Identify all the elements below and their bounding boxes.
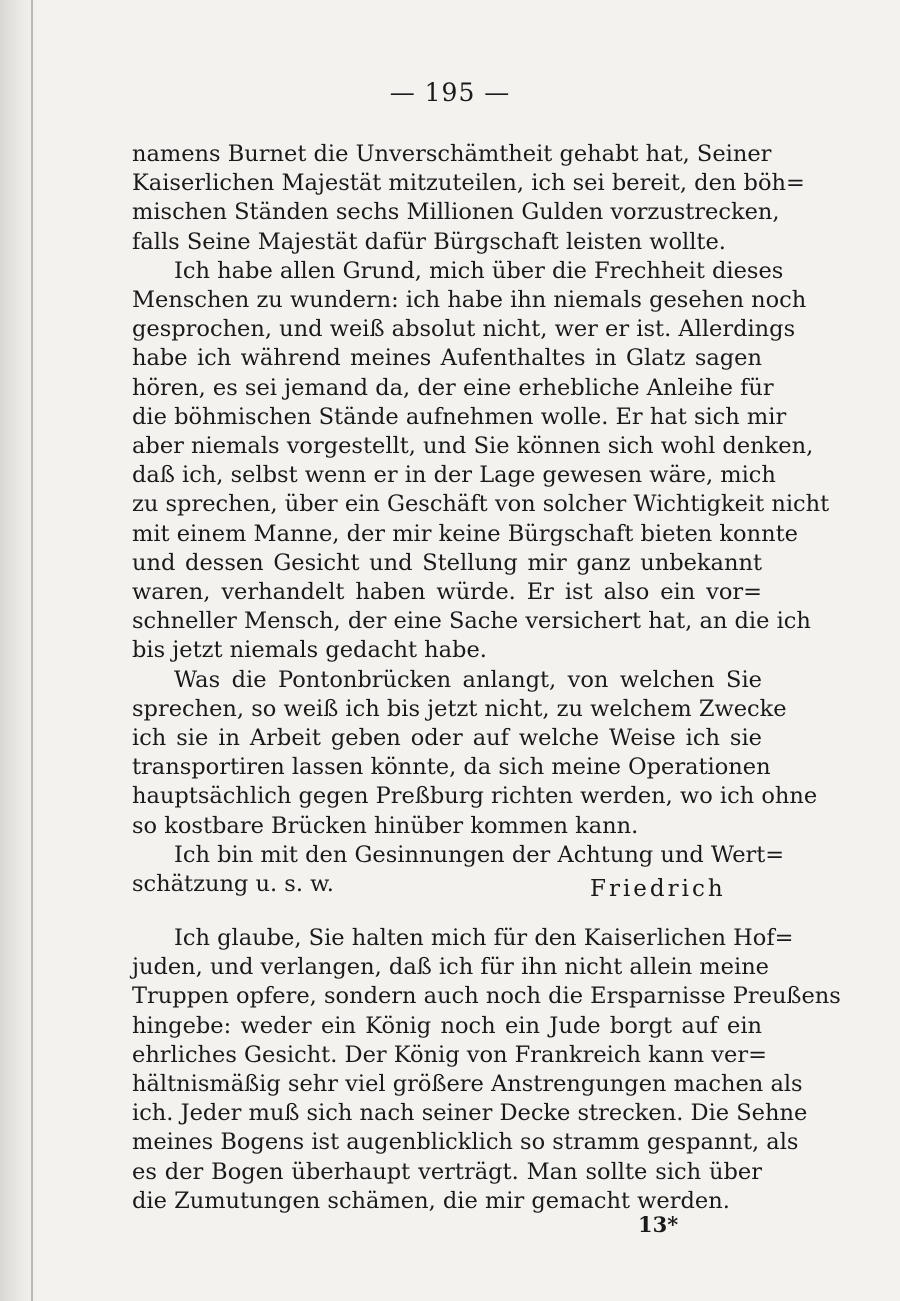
text-line: und dessen Gesicht und Stellung mir ganz unbekannt: [132, 549, 762, 576]
text-line: habe ich während meines Aufenthaltes in Glatz sagen: [132, 345, 762, 372]
sheet-signature: 13*: [638, 1212, 679, 1237]
text-line: Kaiserlichen Majestät mitzuteilen, ich sei bereit, den böh=: [132, 170, 805, 197]
text-line: meines Bogens ist augenblicklich so stramm gespannt, als: [132, 1129, 799, 1156]
text-line: die böhmischen Stände aufnehmen wolle. Er hat sich mir: [132, 403, 787, 430]
letter-two-text: [132, 924, 841, 1216]
text-line: hingebe: weder ein König noch ein Jude borgt auf ein: [132, 1012, 762, 1039]
text-line: ehrliches Gesicht. Der König von Frankreich kann ver=: [132, 1041, 767, 1068]
text-line: mit einem Manne, der mir keine Bürgschaft bieten konnte: [132, 520, 798, 547]
text-line: juden, und verlangen, daß ich für ihn nicht allein meine: [132, 954, 769, 981]
scan-fold-line: [31, 0, 33, 1301]
text-line: zu sprechen, über ein Geschäft von solcher Wichtigkeit nicht: [132, 491, 830, 518]
text-line: es der Bogen überhaupt verträgt. Man sollte sich über: [132, 1158, 762, 1185]
signature: Friedrich: [590, 876, 726, 902]
text-line: hältnismäßig sehr viel größere Anstrengungen machen als: [132, 1071, 803, 1098]
text-line: falls Seine Majestät dafür Bürgschaft leisten wollte.: [132, 228, 726, 255]
text-line: hören, es sei jemand da, der eine erhebliche Anleihe für: [132, 374, 774, 401]
text-line: so kostbare Brücken hinüber kommen kann.: [132, 812, 639, 839]
text-line: aber niemals vorgestellt, und Sie können sich wohl denken,: [132, 433, 814, 460]
text-line: Was die Pontonbrücken anlangt, von welchen Sie: [174, 666, 762, 693]
text-line: Ich habe allen Grund, mich über die Frechheit dieses: [174, 257, 784, 284]
letter-one-text: [132, 140, 830, 899]
text-line: Truppen opfere, sondern auch noch die Ersparnisse Preußens: [132, 983, 841, 1010]
text-line: transportiren lassen könnte, da sich meine Operationen: [132, 754, 771, 781]
text-line: waren, verhandelt haben würde. Er ist also ein vor=: [132, 579, 762, 606]
text-line: ich. Jeder muß sich nach seiner Decke strecken. Die Sehne: [132, 1100, 808, 1127]
text-line: sprechen, so weiß ich bis jetzt nicht, zu welchem Zwecke: [132, 695, 787, 722]
text-line: namens Burnet die Unverschämtheit gehabt hat, Seiner: [132, 141, 772, 167]
text-line: Menschen zu wundern: ich habe ihn niemals gesehen noch: [132, 287, 807, 314]
text-line: daß ich, selbst wenn er in der Lage gewesen wäre, mich: [132, 462, 776, 489]
text-line: hauptsächlich gegen Preßburg richten werden, wo ich ohne: [132, 783, 818, 810]
text-line: schätzung u. s. w.: [132, 871, 334, 898]
text-line: gesprochen, und weiß absolut nicht, wer er ist. Allerdings: [132, 316, 796, 343]
text-line: Ich bin mit den Gesinnungen der Achtung und Wert=: [174, 841, 785, 868]
text-line: mischen Ständen sechs Millionen Gulden vorzustrecken,: [132, 199, 780, 226]
text-line: Ich glaube, Sie halten mich für den Kaiserlichen Hof=: [174, 925, 794, 951]
text-line: schneller Mensch, der eine Sache versichert hat, an die ich: [132, 608, 811, 635]
text-line: ich sie in Arbeit geben oder auf welche Weise ich sie: [132, 725, 762, 752]
text-line: bis jetzt niemals gedacht habe.: [132, 637, 487, 664]
text-line: die Zumutungen schämen, die mir gemacht werden.: [132, 1187, 730, 1214]
page-number: — 195 —: [389, 78, 511, 107]
